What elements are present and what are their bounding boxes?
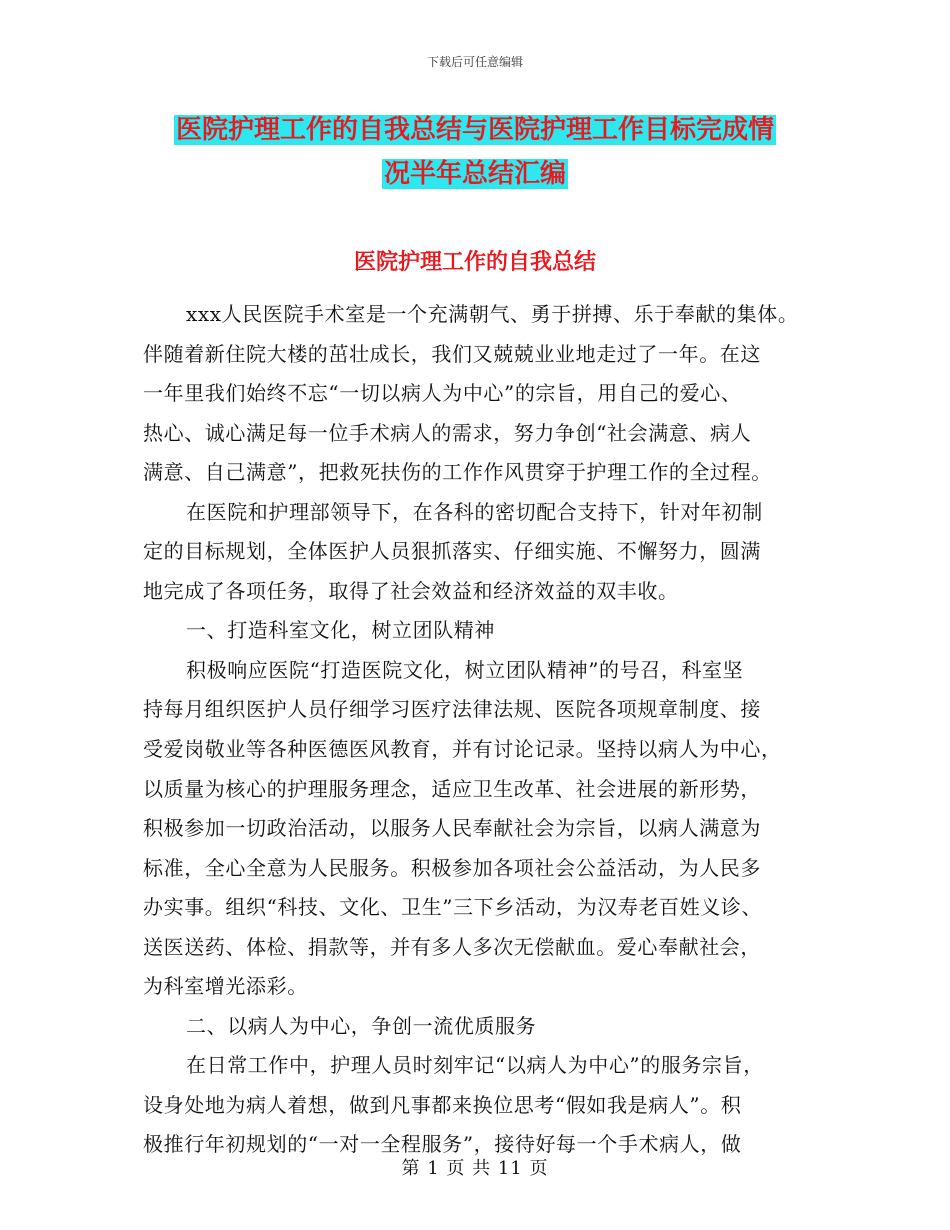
text-line: 地完成了各项任务，取得了社会效益和经济效益的双丰收。	[143, 578, 679, 603]
header-note: 下载后可任意编辑	[426, 55, 523, 69]
text-line: 设身处地为病人着想，做到凡事都来换位思考“假如我是病人”。积	[143, 1092, 742, 1117]
text-line: 极推行年初规划的“一对一全程服务”，接待好每一个手术病人，做	[143, 1132, 742, 1157]
section-title: 医院护理工作的自我总结	[353, 250, 596, 275]
text-line: 热心、诚心满足每一位手术病人的需求，努力争创“社会满意、病人	[143, 420, 752, 445]
text-line: 在医院和护理部领导下，在各科的密切配合支持下，针对年初制	[186, 499, 763, 524]
body-text	[143, 295, 843, 1165]
text-line: 以质量为核心的护理服务理念，适应卫生改革、社会进展的新形势，	[143, 776, 761, 801]
text-line: 一年里我们始终不忘“一切以病人为中心”的宗旨，用自己的爱心、	[143, 381, 742, 406]
text-line: 办实事。组织“科技、文化、卫生”三下乡活动，为汉寿老百姓义诊、	[143, 895, 763, 920]
text-line: 为科室增光添彩。	[143, 974, 308, 999]
text-line: 满意、自己满意”，把救死扶伤的工作作风贯穿于护理工作的全过程。	[143, 460, 772, 485]
text-line: 标准，全心全意为人民服务。积极参加各项社会公益活动，为人民多	[143, 855, 761, 880]
text-line: 送医送药、体检、捐款等，并有多人多次无偿献血。爱心奉献社会，	[143, 934, 761, 959]
text-line: 积极参加一切政治活动，以服务人民奉献社会为宗旨，以病人满意为	[143, 816, 761, 841]
page-footer: 第 1 页 共 11 页	[401, 1158, 549, 1179]
text-line: 受爱岗敬业等各种医德医风教育，并有讨论记录。坚持以病人为中心，	[143, 737, 782, 762]
text-line: 伴随着新住院大楼的茁壮成长，我们又兢兢业业地走过了一年。在这	[143, 341, 761, 366]
document-title-line-1: 医院护理工作的自我总结与医院护理工作目标完成情	[175, 115, 774, 145]
text-line: 积极响应医院“打造医院文化，树立团队精神”的号召，科室坚	[186, 657, 744, 682]
text-line: 持每月组织医护人员仔细学习医疗法律法规、医院各项规章制度、接	[143, 697, 761, 722]
text-line: 在日常工作中，护理人员时刻牢记“以病人为中心”的服务宗旨，	[186, 1053, 764, 1078]
text-line: 定的目标规划，全体医护人员狠抓落实、仔细实施、不懈努力，圆满	[143, 539, 761, 564]
document-title-line-2: 况半年总结汇编	[383, 159, 566, 189]
text-line: xxx人民医院手术室是一个充满朝气、勇于拼搏、乐于奉献的集体。	[186, 302, 799, 326]
subheading: 二、以病人为中心，争创一流优质服务	[186, 1013, 537, 1038]
subheading: 一、打造科室文化，树立团队精神	[186, 618, 495, 643]
